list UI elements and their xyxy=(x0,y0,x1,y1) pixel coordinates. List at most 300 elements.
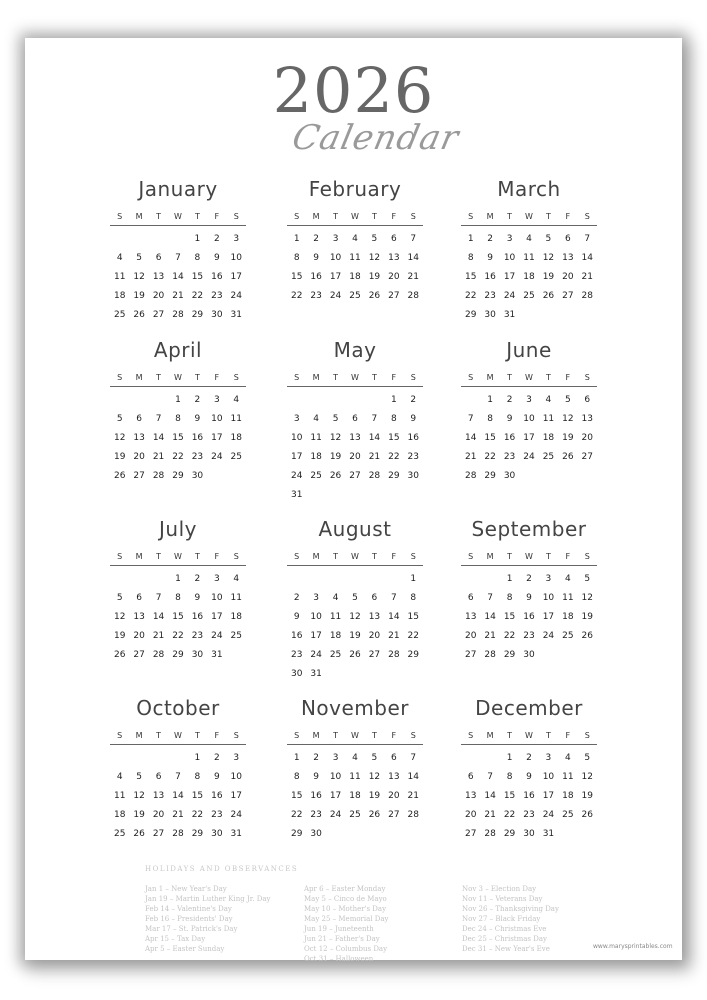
day-cell: 3 xyxy=(213,395,220,405)
day-cell: 26 xyxy=(368,291,381,301)
day-cell: 25 xyxy=(542,452,555,462)
day-cell: 8 xyxy=(175,593,181,603)
weekday-label: S xyxy=(117,731,123,740)
day-grid xyxy=(287,391,423,505)
day-cell: 30 xyxy=(211,829,223,839)
day-cell: 6 xyxy=(390,753,397,763)
empty-cell xyxy=(461,749,480,768)
day-grid xyxy=(461,749,597,844)
day-cell: 20 xyxy=(133,452,145,462)
day-cell: 23 xyxy=(211,810,223,820)
day-cell: 21 xyxy=(407,272,419,282)
empty-cell xyxy=(149,570,168,589)
day-cell: 18 xyxy=(349,791,361,801)
day-cell: 26 xyxy=(581,631,593,641)
day-cell: 19 xyxy=(562,433,574,443)
calendar-script-subtitle: Calendar xyxy=(288,118,463,158)
day-cell: 5 xyxy=(136,253,142,263)
day-cell: 7 xyxy=(155,593,162,603)
weekday-label: S xyxy=(410,552,416,561)
day-cell: 8 xyxy=(506,593,513,603)
weekday-label: S xyxy=(584,552,590,561)
divider xyxy=(461,565,597,566)
website-footer: www.marysprintables.com xyxy=(593,943,673,950)
day-cell: 19 xyxy=(542,272,555,282)
day-cell: 4 xyxy=(233,395,240,405)
day-cell: 8 xyxy=(390,414,397,424)
weekday-label: S xyxy=(584,212,590,221)
day-cell: 11 xyxy=(329,612,342,622)
day-cell: 25 xyxy=(310,471,322,481)
day-cell: 28 xyxy=(464,471,477,481)
day-cell: 14 xyxy=(388,612,400,622)
day-cell: 23 xyxy=(310,291,322,301)
month-june xyxy=(461,337,597,486)
day-cell: 11 xyxy=(349,772,361,782)
day-cell: 3 xyxy=(545,753,552,763)
day-cell: 6 xyxy=(136,414,142,424)
month-april xyxy=(110,337,246,486)
day-cell: 23 xyxy=(503,452,516,462)
day-cell: 11 xyxy=(542,414,555,424)
day-cell: 10 xyxy=(211,414,223,424)
calendar-page xyxy=(25,38,682,963)
day-cell: 7 xyxy=(390,593,397,603)
day-cell: 6 xyxy=(136,593,142,603)
empty-cell xyxy=(461,570,480,589)
day-cell: 20 xyxy=(133,631,145,641)
day-grid xyxy=(110,749,246,844)
day-cell: 27 xyxy=(464,650,477,660)
day-cell: 2 xyxy=(313,234,319,244)
day-cell: 30 xyxy=(310,829,322,839)
day-cell: 1 xyxy=(175,395,181,405)
weekday-label: T xyxy=(194,552,200,561)
month-january xyxy=(110,176,246,325)
day-cell: 21 xyxy=(581,272,593,282)
day-cell: 30 xyxy=(484,310,496,320)
day-cell: 14 xyxy=(464,433,477,443)
day-cell: 5 xyxy=(371,234,378,244)
day-cell: 16 xyxy=(523,612,535,622)
month-july xyxy=(110,516,246,665)
empty-cell xyxy=(149,391,168,410)
day-cell: 18 xyxy=(523,272,535,282)
day-cell: 20 xyxy=(152,810,165,820)
holiday-item: May 25 – Memorial Day xyxy=(304,915,389,923)
holiday-item: Apr 15 – Tax Day xyxy=(145,935,206,943)
day-cell: 25 xyxy=(230,452,242,462)
day-cell: 3 xyxy=(332,234,339,244)
weekday-label: W xyxy=(351,212,359,221)
day-cell: 26 xyxy=(113,650,126,660)
divider xyxy=(110,565,246,566)
month-march xyxy=(461,176,597,325)
weekday-label: M xyxy=(135,373,143,382)
day-cell: 17 xyxy=(290,452,303,462)
empty-cell xyxy=(345,391,364,410)
weekday-label: S xyxy=(117,373,123,382)
weekday-label: T xyxy=(156,731,161,740)
day-cell: 18 xyxy=(329,631,342,641)
day-cell: 31 xyxy=(230,310,242,320)
month-name: February xyxy=(308,177,402,201)
weekday-label: S xyxy=(117,212,123,221)
day-cell: 5 xyxy=(584,753,591,763)
weekday-label: F xyxy=(391,373,397,382)
day-cell: 19 xyxy=(349,631,361,641)
day-cell: 23 xyxy=(191,631,204,641)
month-name: November xyxy=(300,696,410,720)
weekday-label: S xyxy=(468,373,474,382)
empty-cell xyxy=(365,570,384,589)
weekday-header xyxy=(287,550,423,564)
day-cell: 17 xyxy=(523,433,535,443)
day-cell: 24 xyxy=(290,471,303,481)
day-cell: 12 xyxy=(113,612,126,622)
day-cell: 12 xyxy=(581,593,593,603)
day-cell: 31 xyxy=(290,490,303,500)
day-cell: 12 xyxy=(133,791,145,801)
divider xyxy=(110,225,246,226)
day-cell: 12 xyxy=(133,272,145,282)
day-cell: 19 xyxy=(113,631,126,641)
day-cell: 21 xyxy=(484,810,496,820)
weekday-label: M xyxy=(312,552,320,561)
day-cell: 12 xyxy=(368,772,381,782)
day-cell: 7 xyxy=(467,414,474,424)
day-cell: 19 xyxy=(368,272,381,282)
day-cell: 31 xyxy=(503,310,516,320)
day-cell: 7 xyxy=(487,593,493,603)
weekday-label: T xyxy=(545,552,551,561)
day-cell: 25 xyxy=(113,310,126,320)
day-cell: 1 xyxy=(506,753,513,763)
weekday-header xyxy=(461,729,597,743)
day-cell: 27 xyxy=(152,829,165,839)
day-cell: 4 xyxy=(564,574,571,584)
day-cell: 14 xyxy=(368,433,381,443)
day-cell: 13 xyxy=(368,612,381,622)
month-october xyxy=(110,695,246,844)
day-grid xyxy=(110,391,246,486)
day-cell: 10 xyxy=(523,414,535,424)
day-cell: 12 xyxy=(542,253,555,263)
empty-cell xyxy=(384,570,403,589)
day-cell: 18 xyxy=(542,433,555,443)
month-name: June xyxy=(506,338,552,362)
day-cell: 23 xyxy=(211,291,223,301)
month-may xyxy=(287,337,423,505)
month-name: September xyxy=(471,517,587,541)
day-cell: 11 xyxy=(113,272,126,282)
weekday-label: M xyxy=(486,212,494,221)
day-cell: 23 xyxy=(310,810,322,820)
empty-cell xyxy=(110,230,129,249)
day-cell: 16 xyxy=(191,433,204,443)
day-cell: 26 xyxy=(349,650,361,660)
day-cell: 15 xyxy=(172,612,184,622)
day-cell: 19 xyxy=(113,452,126,462)
weekday-header xyxy=(110,210,246,224)
weekday-label: F xyxy=(565,552,571,561)
day-cell: 23 xyxy=(523,810,535,820)
day-cell: 25 xyxy=(562,810,574,820)
divider xyxy=(461,386,597,387)
day-cell: 20 xyxy=(581,433,593,443)
day-cell: 12 xyxy=(329,433,342,443)
holiday-item: Feb 16 – Presidents' Day xyxy=(145,915,233,923)
day-cell: 31 xyxy=(310,669,322,679)
day-cell: 19 xyxy=(133,291,145,301)
day-cell: 1 xyxy=(467,234,474,244)
day-cell: 17 xyxy=(230,791,242,801)
weekday-label: M xyxy=(135,212,143,221)
day-grid xyxy=(110,230,246,325)
divider xyxy=(287,386,423,387)
day-cell: 1 xyxy=(487,395,493,405)
day-cell: 15 xyxy=(191,791,204,801)
day-cell: 19 xyxy=(368,791,381,801)
empty-cell xyxy=(129,749,148,768)
day-cell: 6 xyxy=(584,395,591,405)
weekday-label: T xyxy=(507,731,512,740)
day-cell: 2 xyxy=(293,593,300,603)
holiday-item: May 5 – Cinco de Mayo xyxy=(304,895,387,903)
weekday-label: M xyxy=(312,373,320,382)
day-cell: 24 xyxy=(503,291,516,301)
day-cell: 28 xyxy=(152,650,165,660)
weekday-label: S xyxy=(233,552,239,561)
day-cell: 19 xyxy=(581,612,593,622)
day-cell: 3 xyxy=(313,593,319,603)
day-cell: 3 xyxy=(506,234,513,244)
day-cell: 5 xyxy=(564,395,571,405)
weekday-label: S xyxy=(233,731,239,740)
day-cell: 7 xyxy=(175,772,181,782)
day-cell: 8 xyxy=(293,772,300,782)
day-cell: 9 xyxy=(313,253,319,263)
day-cell: 9 xyxy=(213,772,220,782)
day-cell: 3 xyxy=(233,234,240,244)
holidays-column-1 xyxy=(145,884,271,954)
weekday-header xyxy=(110,550,246,564)
day-cell: 28 xyxy=(368,471,381,481)
day-cell: 11 xyxy=(523,253,535,263)
day-cell: 30 xyxy=(523,829,535,839)
holiday-item: May 10 – Mother's Day xyxy=(304,905,387,913)
day-cell: 25 xyxy=(329,650,342,660)
day-cell: 11 xyxy=(349,253,361,263)
weekday-header xyxy=(110,729,246,743)
day-cell: 8 xyxy=(487,414,493,424)
day-cell: 22 xyxy=(290,291,303,301)
day-cell: 23 xyxy=(290,650,303,660)
empty-cell xyxy=(461,391,480,410)
day-cell: 28 xyxy=(407,291,419,301)
day-cell: 24 xyxy=(230,291,242,301)
calendar-year-title: 2026 xyxy=(272,54,435,127)
holiday-item: Nov 27 – Black Friday xyxy=(462,915,541,923)
day-cell: 15 xyxy=(290,272,303,282)
day-cell: 27 xyxy=(388,291,400,301)
day-cell: 10 xyxy=(329,772,342,782)
day-cell: 27 xyxy=(152,310,165,320)
day-cell: 24 xyxy=(310,650,322,660)
day-cell: 10 xyxy=(542,772,555,782)
day-cell: 22 xyxy=(191,291,204,301)
day-grid xyxy=(110,570,246,665)
day-cell: 1 xyxy=(390,395,397,405)
day-cell: 21 xyxy=(368,452,381,462)
month-name: December xyxy=(475,696,583,720)
day-cell: 24 xyxy=(211,452,223,462)
empty-cell xyxy=(306,570,325,589)
weekday-label: M xyxy=(486,552,494,561)
day-cell: 13 xyxy=(133,433,145,443)
holiday-item: Oct 31 – Halloween xyxy=(304,955,374,963)
day-cell: 27 xyxy=(368,650,381,660)
day-cell: 13 xyxy=(581,414,593,424)
day-cell: 10 xyxy=(230,772,242,782)
day-cell: 17 xyxy=(310,631,322,641)
day-cell: 24 xyxy=(211,631,223,641)
day-cell: 15 xyxy=(484,433,496,443)
day-cell: 15 xyxy=(290,791,303,801)
day-cell: 1 xyxy=(194,234,201,244)
day-cell: 27 xyxy=(562,291,574,301)
weekday-label: W xyxy=(525,552,533,561)
day-cell: 21 xyxy=(172,291,184,301)
weekday-label: S xyxy=(410,373,416,382)
weekday-label: F xyxy=(565,212,571,221)
day-cell: 4 xyxy=(352,753,358,763)
weekday-label: F xyxy=(391,552,397,561)
empty-cell xyxy=(149,230,168,249)
holiday-item: Apr 6 – Easter Monday xyxy=(304,885,386,893)
day-cell: 17 xyxy=(542,791,555,801)
weekday-label: F xyxy=(214,731,220,740)
month-name: October xyxy=(136,696,220,720)
day-cell: 21 xyxy=(484,631,496,641)
day-cell: 29 xyxy=(172,650,184,660)
day-cell: 21 xyxy=(464,452,477,462)
day-cell: 2 xyxy=(410,395,417,405)
day-cell: 11 xyxy=(113,791,126,801)
weekday-label: M xyxy=(312,731,320,740)
day-cell: 24 xyxy=(329,291,342,301)
day-cell: 29 xyxy=(407,650,419,660)
holiday-item: Jan 19 – Martin Luther King Jr. Day xyxy=(145,895,271,903)
day-cell: 16 xyxy=(211,791,223,801)
day-cell: 12 xyxy=(581,772,593,782)
weekday-label: S xyxy=(468,552,474,561)
weekday-label: S xyxy=(294,373,300,382)
day-cell: 23 xyxy=(484,291,496,301)
day-cell: 26 xyxy=(133,310,145,320)
day-cell: 30 xyxy=(523,650,535,660)
day-cell: 20 xyxy=(388,791,400,801)
day-cell: 12 xyxy=(113,433,126,443)
day-cell: 6 xyxy=(390,234,397,244)
weekday-label: T xyxy=(507,552,512,561)
day-cell: 8 xyxy=(467,253,474,263)
day-cell: 31 xyxy=(211,650,223,660)
weekday-label: S xyxy=(233,212,239,221)
day-cell: 14 xyxy=(152,612,165,622)
day-cell: 22 xyxy=(388,452,400,462)
day-cell: 13 xyxy=(388,253,400,263)
day-cell: 18 xyxy=(349,272,361,282)
day-cell: 11 xyxy=(230,414,242,424)
day-cell: 6 xyxy=(467,772,474,782)
month-name: July xyxy=(159,517,197,541)
day-cell: 9 xyxy=(293,612,300,622)
day-cell: 27 xyxy=(581,452,593,462)
day-cell: 16 xyxy=(407,433,419,443)
holiday-item: Mar 17 – St. Patrick's Day xyxy=(145,925,238,933)
day-grid xyxy=(287,749,423,844)
weekday-label: F xyxy=(391,731,397,740)
day-cell: 4 xyxy=(545,395,552,405)
day-cell: 20 xyxy=(152,291,165,301)
day-cell: 20 xyxy=(464,631,477,641)
holiday-item: Nov 26 – Thanksgiving Day xyxy=(462,905,559,913)
day-cell: 3 xyxy=(332,753,339,763)
day-cell: 21 xyxy=(407,791,419,801)
day-cell: 18 xyxy=(562,791,574,801)
holidays-column-3 xyxy=(462,884,559,954)
day-cell: 20 xyxy=(388,272,400,282)
weekday-label: W xyxy=(174,373,182,382)
holiday-item: Nov 3 – Election Day xyxy=(462,885,537,893)
weekday-label: T xyxy=(371,731,377,740)
day-cell: 17 xyxy=(503,272,516,282)
day-cell: 16 xyxy=(310,272,322,282)
day-cell: 10 xyxy=(503,253,516,263)
day-cell: 25 xyxy=(349,291,361,301)
day-cell: 16 xyxy=(310,791,322,801)
day-cell: 5 xyxy=(371,753,378,763)
empty-cell xyxy=(129,570,148,589)
day-cell: 21 xyxy=(152,631,165,641)
day-cell: 30 xyxy=(191,650,204,660)
weekday-label: T xyxy=(507,373,512,382)
weekday-label: F xyxy=(214,552,220,561)
weekday-label: S xyxy=(584,731,590,740)
weekday-label: T xyxy=(156,212,161,221)
day-cell: 24 xyxy=(542,631,555,641)
day-cell: 2 xyxy=(526,574,532,584)
day-cell: 26 xyxy=(329,471,342,481)
day-cell: 25 xyxy=(113,829,126,839)
empty-cell xyxy=(306,391,325,410)
day-cell: 2 xyxy=(213,753,220,763)
day-cell: 29 xyxy=(290,829,303,839)
day-cell: 20 xyxy=(349,452,361,462)
day-cell: 30 xyxy=(191,471,204,481)
empty-cell xyxy=(129,391,148,410)
weekday-label: W xyxy=(525,731,533,740)
weekday-label: M xyxy=(486,373,494,382)
day-cell: 18 xyxy=(230,433,242,443)
day-cell: 7 xyxy=(371,414,378,424)
divider xyxy=(110,744,246,745)
day-cell: 16 xyxy=(523,791,535,801)
empty-cell xyxy=(110,391,129,410)
day-cell: 15 xyxy=(503,791,516,801)
weekday-label: F xyxy=(214,373,220,382)
